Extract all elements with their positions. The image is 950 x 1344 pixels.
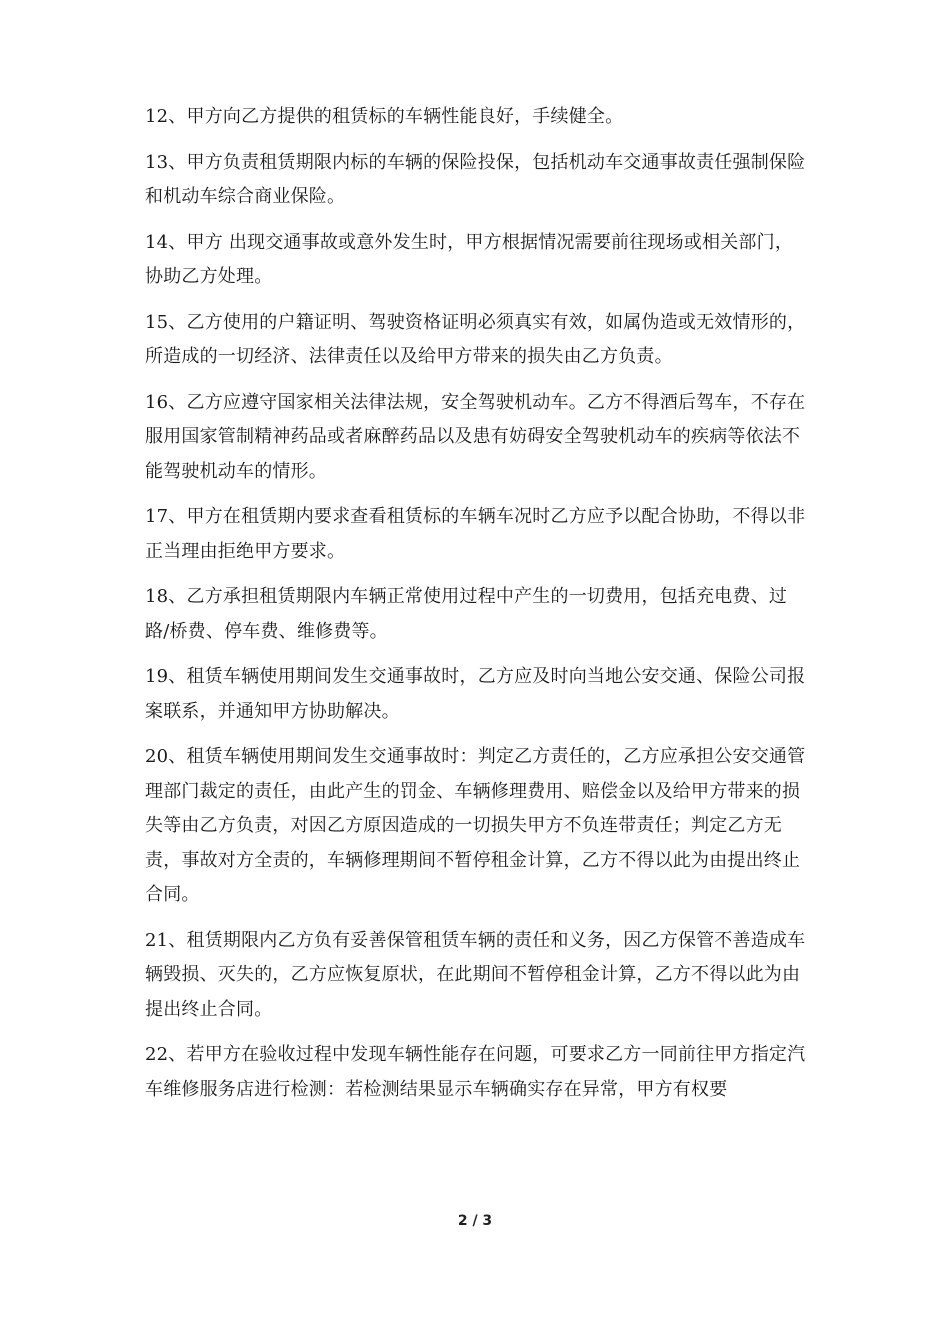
clause-13: 13、甲方负责租赁期限内标的车辆的保险投保，包括机动车交通事故责任强制保险和机动车综合商业保险。 [145,151,806,207]
clause-16: 16、乙方应遵守国家相关法律法规，安全驾驶机动车。乙方不得酒后驾车，不存在服用国家管制精神药品或者麻醉药品以及患有妨碍安全驾驶机动车的疾病等依法不能驾驶机动车的情形。 [145,391,806,482]
clause-12: 12、甲方向乙方提供的租赁标的车辆性能良好，手续健全。 [145,106,624,127]
clause-15: 15、乙方使用的户籍证明、驾驶资格证明必须真实有效，如属伪造或无效情形的，所造成的一切经济、法律责任以及给甲方带来的损失由乙方负责。 [145,311,806,367]
clause-14: 14、甲方 出现交通事故或意外发生时，甲方根据情况需要前往现场或相关部门，协助乙方处理。 [145,231,794,287]
clause-19: 19、租赁车辆使用期间发生交通事故时，乙方应及时向当地公安交通、保险公司报案联系，并通知甲方协助解决。 [145,666,806,722]
clause-22: 22、若甲方在验收过程中发现车辆性能存在问题，可要求乙方一同前往甲方指定汽车维修服务店进行检测：若检测结果显示车辆确实存在异常，甲方有权要 [145,1044,806,1100]
contract-body [145,100,807,1118]
clause-20: 20、租赁车辆使用期间发生交通事故时：判定乙方责任的，乙方应承担公安交通管理部门裁定的责任，由此产生的罚金、车辆修理费用、赔偿金以及给甲方带来的损失等由乙方负责，对因乙方原因造成的一切损失甲方不负连带责任；判定乙方无责，事故对方全责的，车辆修理期间不暂停租金计算，乙方不得以此为由提出终止合同。 [145,746,806,905]
clause-17: 17、甲方在租赁期内要求查看租赁标的车辆车况时乙方应予以配合协助，不得以非正当理由拒绝甲方要求。 [145,506,806,562]
page-number: 2 / 3 [457,1213,493,1229]
clause-18: 18、乙方承担租赁期限内车辆正常使用过程中产生的一切费用，包括充电费、过路/桥费、停车费、维修费等。 [145,586,788,642]
clause-21: 21、租赁期限内乙方负有妥善保管租赁车辆的责任和义务，因乙方保管不善造成车辆毁损、灭失的，乙方应恢复原状，在此期间不暂停租金计算，乙方不得以此为由提出终止合同。 [145,929,806,1020]
